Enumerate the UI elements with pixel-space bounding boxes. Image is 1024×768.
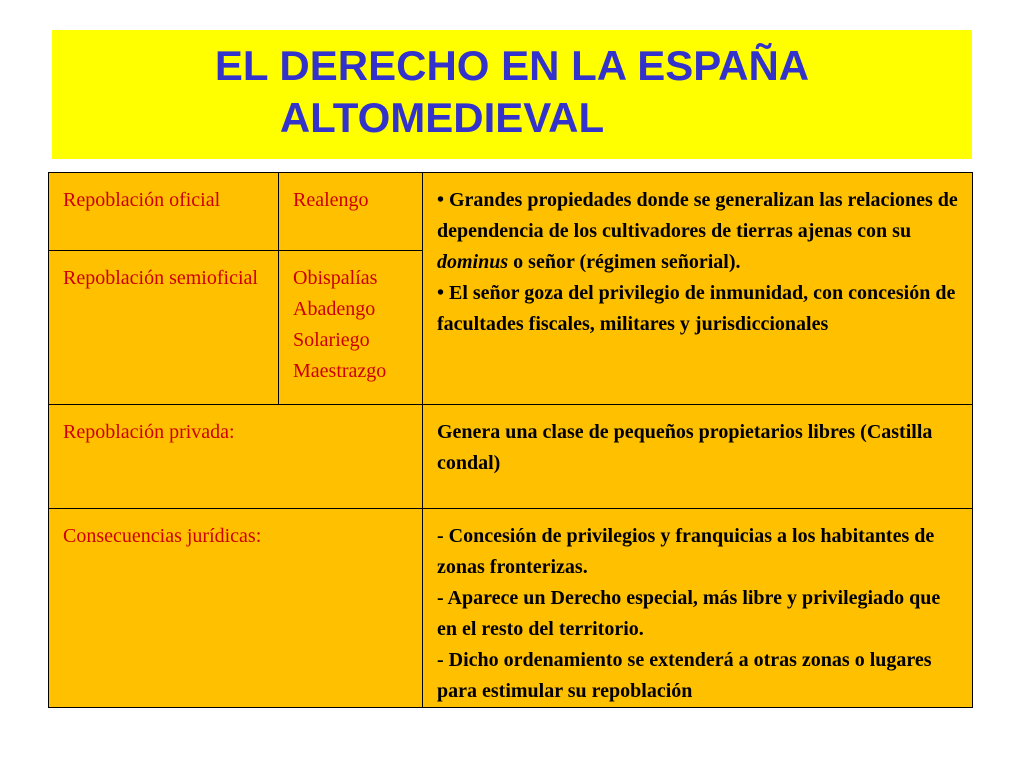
bullet-1-text-before: • Grandes propiedades donde se generalizan las relaciones de dependencia de los cultivadores de tierras ajenas con su xyxy=(437,189,958,242)
row-label-consecuencias: Consecuencias jurídicas: xyxy=(49,509,423,708)
bullet-2-text: • El señor goza del privilegio de inmunidad, con concesión de facultades fiscales, militares y jurisdiccionales xyxy=(437,282,956,335)
type-item: Abadengo xyxy=(293,298,376,320)
table-row xyxy=(49,509,973,708)
row-description-privada: Genera una clase de pequeños propietarios libres (Castilla condal) xyxy=(423,405,973,509)
type-item: Obispalías xyxy=(293,267,378,289)
row-label-repoblacion-privada: Repoblación privada: xyxy=(49,405,423,509)
seigneurial-description-cell xyxy=(423,173,973,405)
row-type-realengo: Realengo xyxy=(279,173,423,251)
row-types-list xyxy=(279,251,423,405)
consequence-item: - Dicho ordenamiento se extenderá a otras zonas o lugares para estimular su repoblación xyxy=(437,649,932,702)
row-description-consecuencias xyxy=(423,509,973,708)
consequence-item: - Concesión de privilegios y franquicias a los habitantes de zonas fronterizas. xyxy=(437,525,935,578)
title-line-1: EL DERECHO EN LA ESPAÑA xyxy=(214,42,810,89)
type-item: Solariego xyxy=(293,329,370,351)
consequence-item: - Aparece un Derecho especial, más libre y privilegiado que en el resto del territorio. xyxy=(437,587,941,640)
table-row xyxy=(49,405,973,509)
bullet-1-italic: dominus xyxy=(437,251,509,273)
row-label-repoblacion-semioficial: Repoblación semioficial xyxy=(49,251,279,405)
title-line-2: ALTOMEDIEVAL xyxy=(279,94,605,141)
table-row xyxy=(49,173,973,251)
bullet-1-text-after: o señor (régimen señorial). xyxy=(508,251,741,273)
content-table xyxy=(48,172,973,708)
row-label-repoblacion-oficial: Repoblación oficial xyxy=(49,173,279,251)
type-item: Maestrazgo xyxy=(293,360,387,382)
title-banner xyxy=(52,30,972,159)
